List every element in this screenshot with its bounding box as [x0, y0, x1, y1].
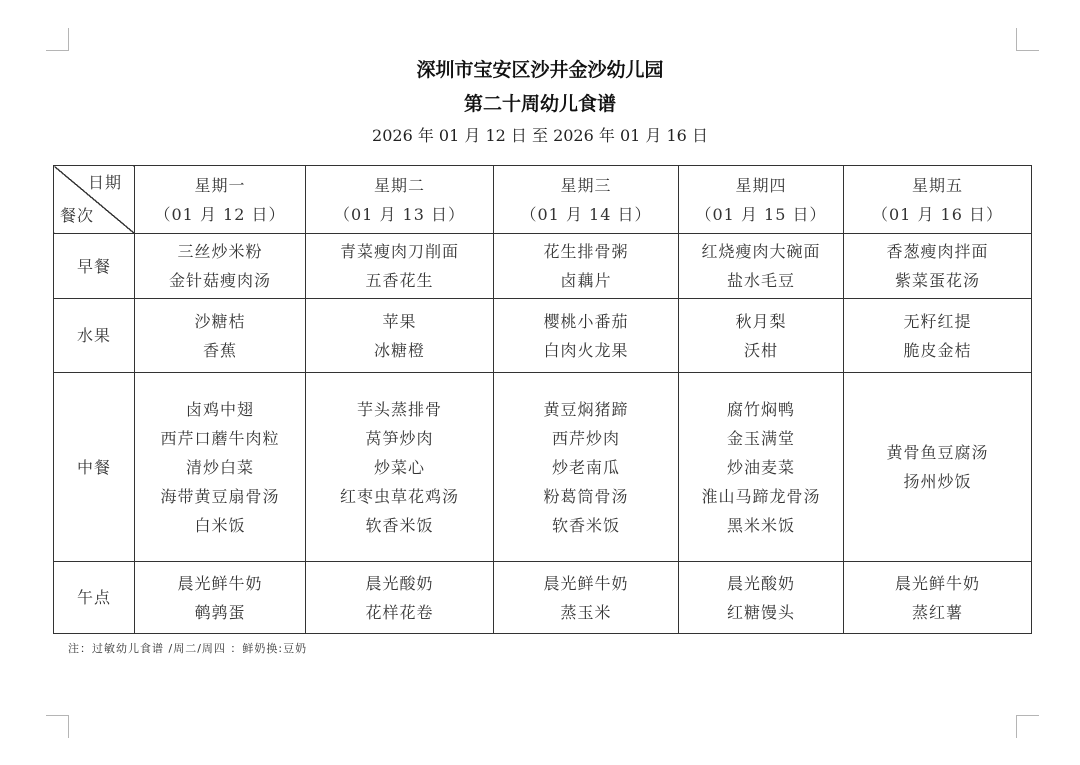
dish: 粉葛筒骨汤	[543, 486, 629, 506]
dish: 芋头蒸排骨	[356, 399, 442, 419]
weekday-label: 星期二	[373, 175, 425, 195]
dish: 炒菜心	[373, 457, 425, 477]
menu-cell	[135, 234, 306, 299]
dish: 青菜瘦肉刀削面	[339, 242, 459, 261]
menu-cell	[135, 299, 306, 373]
dish: 脆皮金桔	[903, 340, 972, 360]
menu-cell	[494, 234, 679, 299]
menu-cell	[679, 373, 844, 562]
weekday-label: 星期四	[735, 175, 787, 195]
dish: 白米饭	[194, 515, 246, 535]
crop-mark-bottom-right	[1016, 715, 1039, 738]
dish: 红烧瘦肉大碗面	[701, 242, 821, 261]
allergy-note: 注：过敏幼儿食谱 /周二/周四 ：鲜奶换:豆奶	[68, 642, 308, 655]
weekday-label: 星期三	[560, 175, 612, 195]
weekly-menu-table	[53, 165, 1032, 634]
menu-cell	[679, 234, 844, 299]
dish: 黄骨鱼豆腐汤	[886, 443, 989, 462]
menu-cell	[494, 299, 679, 373]
dish: 卤鸡中翅	[185, 399, 254, 419]
meal-row-lunch	[54, 373, 1032, 562]
dish: 晨光鲜牛奶	[177, 573, 263, 593]
corner-cell	[54, 166, 135, 234]
dish: 软香米饭	[365, 515, 434, 535]
menu-cell	[494, 562, 679, 634]
menu-cell	[135, 373, 306, 562]
day-header-thu	[679, 166, 844, 234]
date-label: （01 月 13 日）	[334, 204, 465, 224]
menu-cell	[306, 373, 494, 562]
dish: 西芹口蘑牛肉粒	[160, 428, 280, 448]
dish: 盐水毛豆	[726, 271, 795, 290]
dish: 花样花卷	[365, 602, 434, 622]
meal-label: 午点	[54, 562, 135, 634]
dish: 沙糖桔	[194, 311, 246, 331]
dish: 无籽红提	[903, 311, 972, 331]
meal-label: 早餐	[54, 234, 135, 299]
dish: 苹果	[382, 311, 417, 331]
dish: 三丝炒米粉	[177, 242, 263, 261]
menu-cell	[135, 562, 306, 634]
dish: 黄豆焖猪蹄	[543, 399, 629, 419]
dish: 炒老南瓜	[551, 457, 620, 477]
date-label: （01 月 12 日）	[154, 204, 286, 224]
crop-mark-top-left	[46, 28, 69, 51]
dish: 沃柑	[743, 340, 778, 360]
menu-cell	[679, 562, 844, 634]
corner-meal-label: 餐次	[60, 206, 95, 225]
menu-cell	[844, 373, 1032, 562]
menu-cell	[306, 562, 494, 634]
date-label: （01 月 14 日）	[520, 204, 652, 224]
menu-cell	[494, 373, 679, 562]
crop-mark-top-right	[1016, 28, 1039, 51]
menu-cell	[306, 299, 494, 373]
dish: 香蕉	[202, 340, 237, 360]
meal-label: 水果	[54, 299, 135, 373]
meal-label: 中餐	[54, 373, 135, 562]
day-header-fri	[844, 166, 1032, 234]
date-label: （01 月 15 日）	[695, 204, 827, 224]
menu-cell	[844, 562, 1032, 634]
dish: 樱桃小番茄	[543, 311, 629, 331]
dish: 花生排骨粥	[543, 242, 629, 261]
date-range: 2026 年 01 月 12 日 至 2026 年 01 月 16 日	[372, 126, 708, 145]
menu-cell	[306, 234, 494, 299]
dish: 秋月梨	[735, 311, 787, 331]
dish: 西芹炒肉	[551, 428, 620, 448]
crop-mark-bottom-left	[46, 715, 69, 738]
dish: 清炒白菜	[185, 457, 254, 477]
day-header-tue	[306, 166, 494, 234]
dish: 晨光酸奶	[365, 573, 434, 593]
dish: 五香花生	[365, 271, 434, 290]
dish: 软香米饭	[551, 515, 620, 535]
weekday-label: 星期一	[194, 175, 246, 195]
dish: 晨光鲜牛奶	[543, 573, 629, 593]
menu-cell	[844, 299, 1032, 373]
date-label: （01 月 16 日）	[872, 204, 1003, 224]
dish: 白肉火龙果	[543, 340, 629, 360]
dish: 莴笋炒肉	[365, 428, 434, 448]
menu-title: 第二十周幼儿食谱	[463, 93, 616, 115]
dish: 炒油麦菜	[726, 457, 795, 477]
day-header-wed	[494, 166, 679, 234]
dish: 腐竹焖鸭	[726, 399, 795, 419]
dish: 红枣虫草花鸡汤	[339, 486, 459, 506]
corner-date-label: 日期	[87, 173, 122, 192]
dish: 鹌鹑蛋	[194, 602, 246, 622]
dish: 金玉满堂	[726, 428, 795, 448]
dish: 红糖馒头	[726, 602, 795, 622]
dish: 扬州炒饭	[903, 472, 972, 491]
dish: 黑米米饭	[726, 515, 795, 535]
weekday-label: 星期五	[911, 175, 963, 195]
dish: 金针菇瘦肉汤	[168, 271, 271, 290]
dish: 晨光酸奶	[726, 573, 795, 593]
dish: 晨光鲜牛奶	[894, 573, 980, 593]
dish: 海带黄豆扇骨汤	[160, 486, 280, 506]
meal-row-afternoon-snack	[54, 562, 1032, 634]
meal-row-fruit	[54, 299, 1032, 373]
dish: 香葱瘦肉拌面	[886, 242, 989, 261]
dish: 卤藕片	[560, 271, 612, 290]
dish: 淮山马蹄龙骨汤	[701, 486, 821, 506]
menu-cell	[844, 234, 1032, 299]
header-row	[54, 166, 1032, 234]
dish: 蒸玉米	[560, 602, 612, 622]
school-name: 深圳市宝安区沙井金沙幼儿园	[416, 59, 664, 81]
dish: 紫菜蛋花汤	[894, 271, 980, 290]
menu-cell	[679, 299, 844, 373]
dish: 冰糖橙	[373, 340, 425, 360]
day-header-mon	[135, 166, 306, 234]
meal-row-breakfast	[54, 234, 1032, 299]
dish: 蒸红薯	[911, 602, 963, 622]
